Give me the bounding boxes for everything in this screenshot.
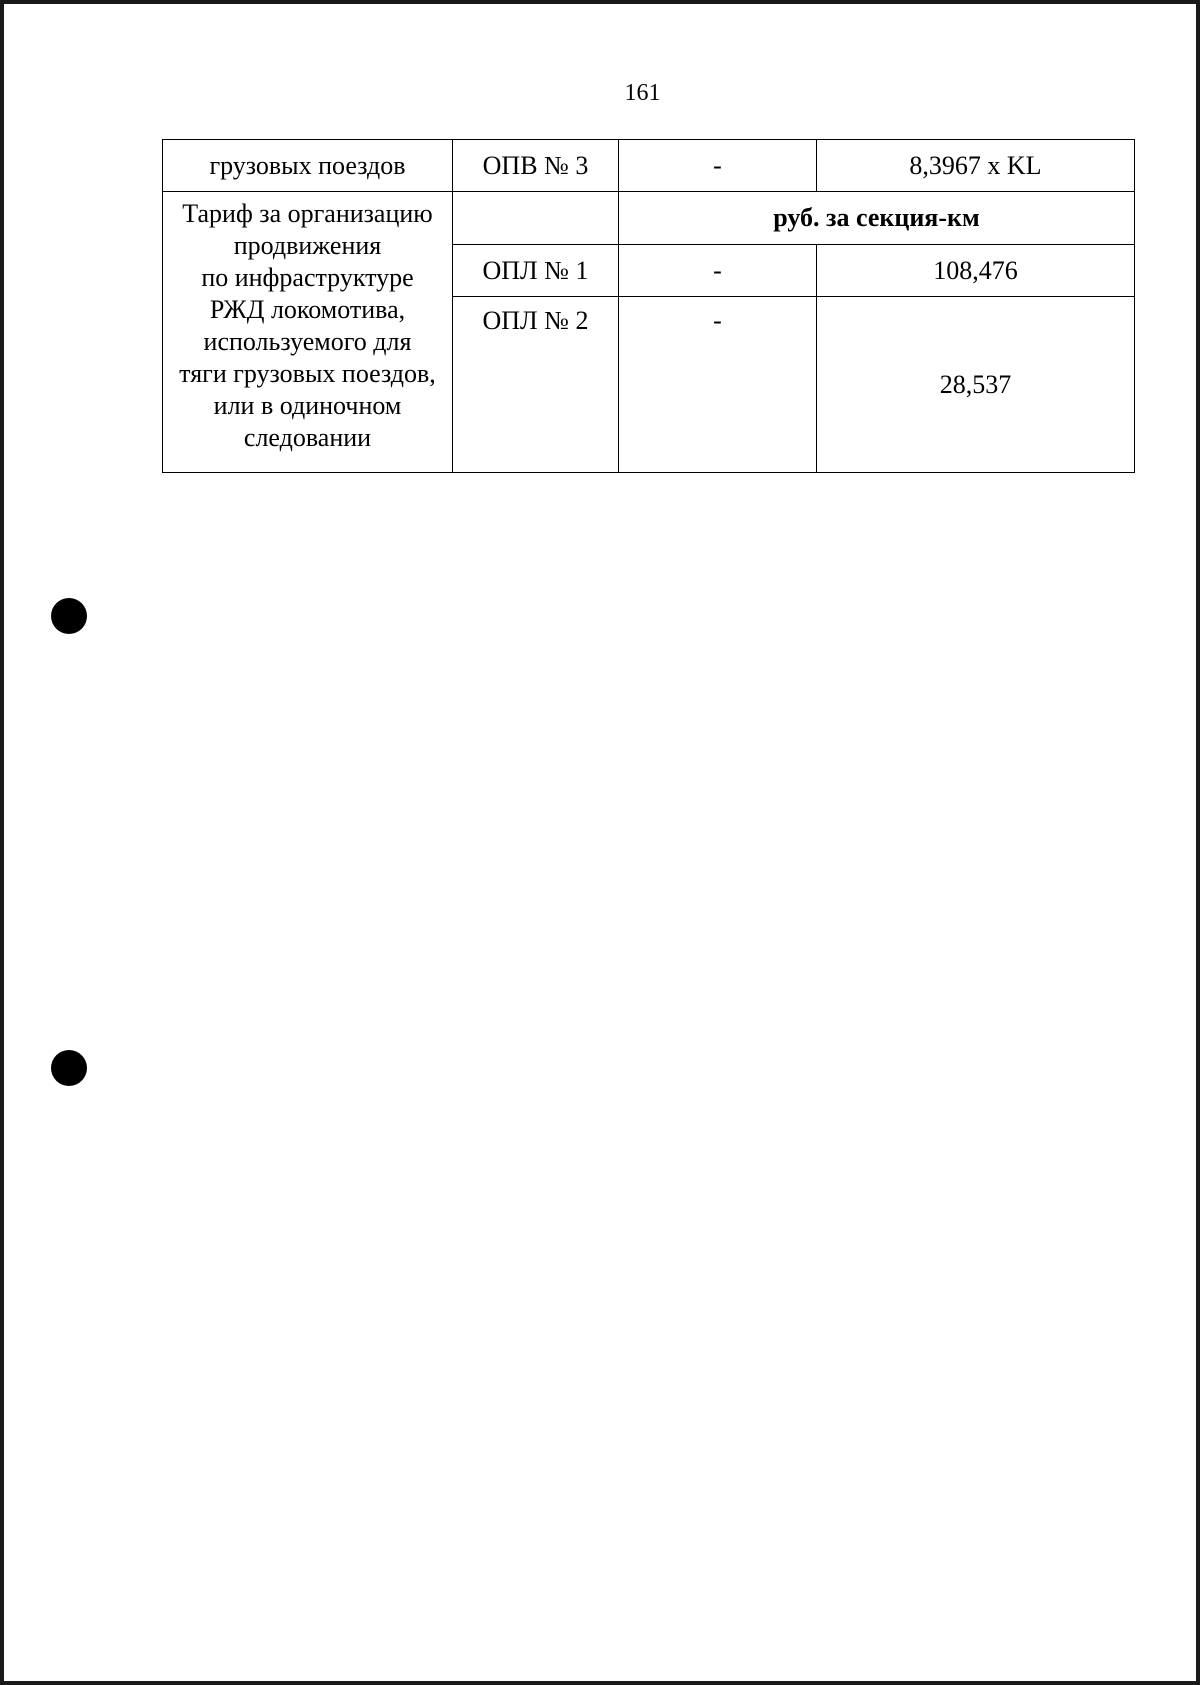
table-cell-description: грузовых поездов <box>163 140 453 192</box>
description-line: тяги грузовых поездов, <box>179 359 436 388</box>
table-cell-dash: - <box>619 140 817 192</box>
description-line: или в одиночном <box>213 391 402 420</box>
table-row <box>163 140 1135 192</box>
description-line: Тариф за организацию <box>182 199 433 228</box>
description-line: РЖД локомотива, <box>209 295 406 324</box>
description-line: по инфраструктуре <box>201 263 414 292</box>
punch-hole <box>51 598 87 634</box>
table-cell-code: ОПЛ № 1 <box>453 245 619 297</box>
table-cell-unit: руб. за секция-км <box>619 192 1135 245</box>
description-line: следовании <box>243 423 372 452</box>
table-cell-description <box>163 192 453 473</box>
table-cell-code: ОПЛ № 2 <box>453 297 619 473</box>
table-cell-code <box>453 192 619 245</box>
description-line: используемого для <box>203 327 412 356</box>
table-cell-value: 108,476 <box>817 245 1135 297</box>
table-row <box>163 192 1135 245</box>
table-cell-code: ОПВ № 3 <box>453 140 619 192</box>
tariff-table <box>162 139 1135 473</box>
description-line: продвижения <box>233 231 382 260</box>
table-cell-value: 8,3967 х KL <box>817 140 1135 192</box>
punch-hole <box>51 1050 87 1086</box>
table-cell-value: 28,537 <box>817 297 1135 473</box>
table-cell-dash: - <box>619 245 817 297</box>
table-cell-dash: - <box>619 297 817 473</box>
page-number: 161 <box>624 80 661 106</box>
